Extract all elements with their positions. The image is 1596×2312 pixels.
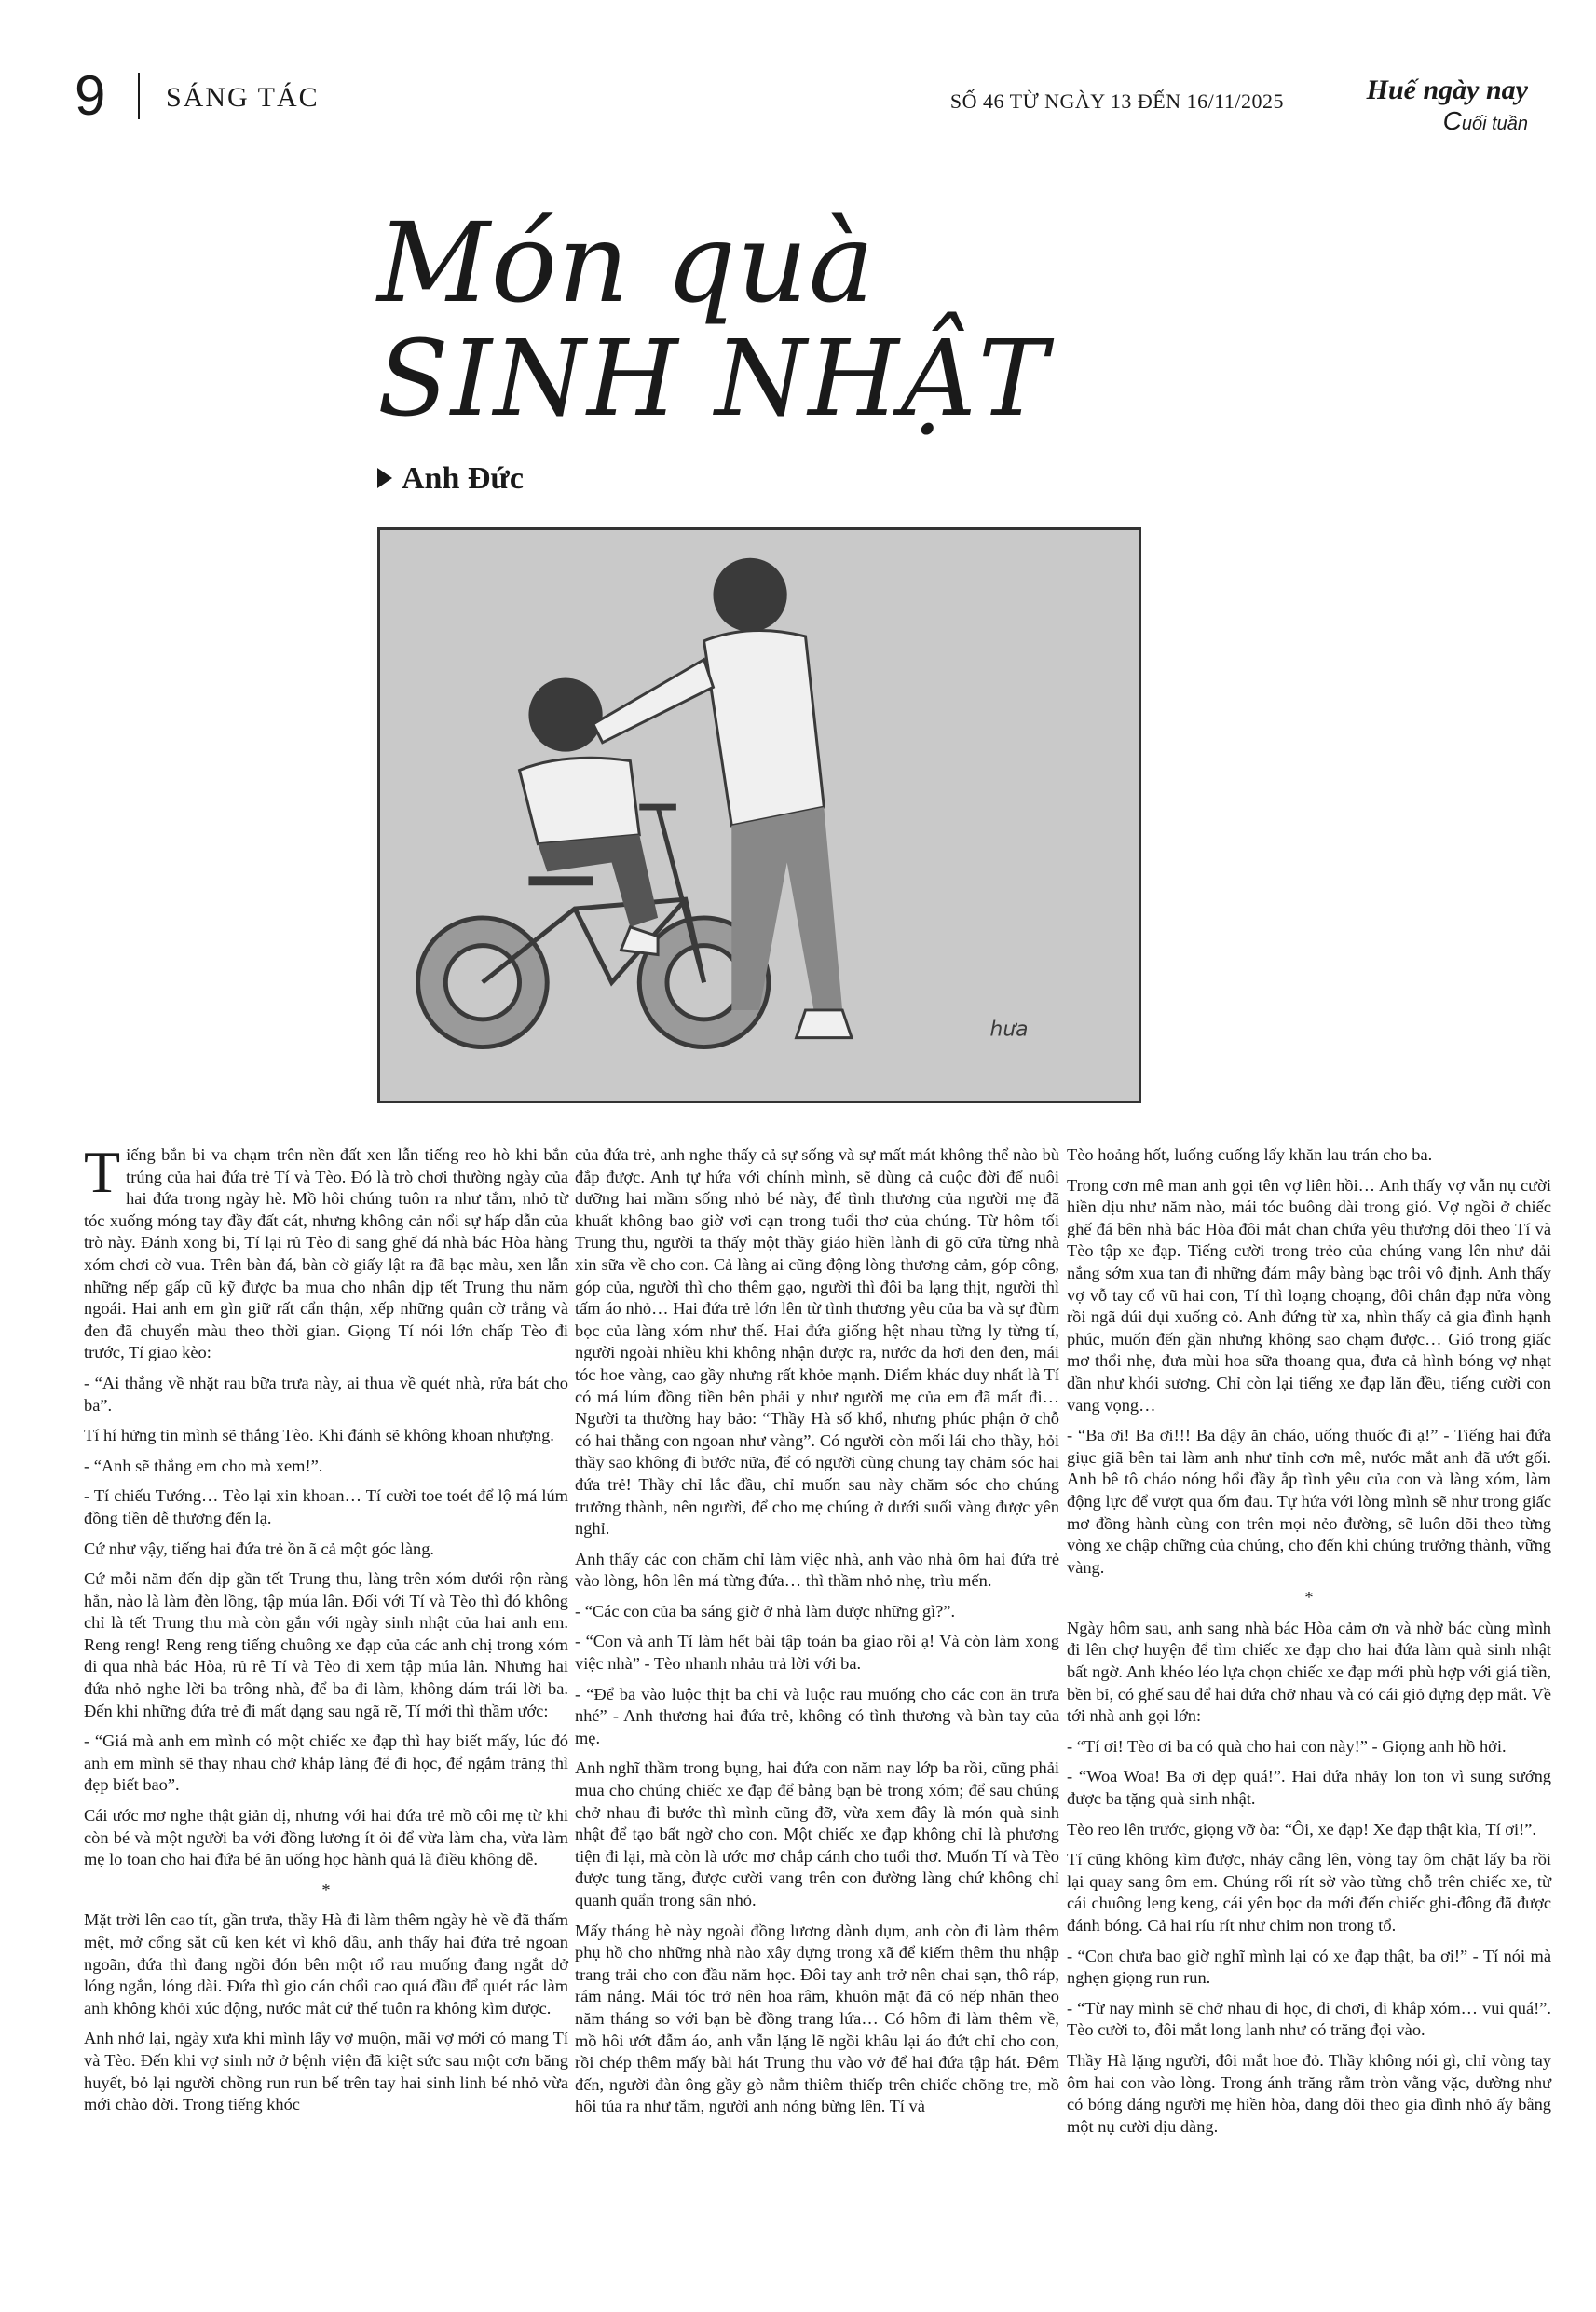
triangle-icon — [377, 468, 392, 488]
page-number: 9 — [75, 64, 106, 127]
paragraph: - “Để ba vào luộc thịt ba chỉ và luộc rau muống cho các con ăn trưa nhé” - Anh thương hai đứa trẻ, không có tình thương và bàn tay của mẹ. — [575, 1684, 1059, 1747]
paragraph: Ngày hôm sau, anh sang nhà bác Hòa cảm ơn và nhờ bác cùng mình đi lên chợ huyện để tìm chiếc xe đạp cho hai đứa làm quà sinh nhật bất ngờ. Anh khéo léo lựa chọn chiếc xe đạp mới phù hợp với giá tiền, bền bỉ, có ghế sau để hai đứa chở nhau và có cái giỏ đựng đẹp mắt. Về tới nhà anh gọi lớn: — [1067, 1618, 1551, 1726]
paragraph: - “Ba ơi! Ba ơi!!! Ba dậy ăn cháo, uống thuốc đi ạ!” - Tiếng hai đứa giục giã bên tai làm anh như tỉnh cơn mê, nước mắt anh đã ướt gối. Anh bê tô cháo nóng hổi đầy ắp tình yêu của con và làng xóm, làm động lực để vượt qua ốm đau. Tự hứa với lòng mình sẽ như trong giấc mơ đồng hành cùng con trên mọi nẻo đường, sẽ luôn dõi theo từng vòng xe chập chững của chúng, cho đến khi chúng trưởng thành, vững vàng. — [1067, 1426, 1551, 1577]
paragraph: - “Từ nay mình sẽ chở nhau đi học, đi chơi, đi khắp xóm… vui quá!”. Tèo cười to, đôi mắt long lanh như có trăng đọi vào. — [1067, 1998, 1551, 2040]
paragraph: Mặt trời lên cao tít, gần trưa, thầy Hà đi làm thêm ngày hè về đã thấm mệt, mở cổng sắt cũ ken két vì khô dầu, anh thấy hai đứa trẻ ngoan ngoãn, đứa thì đang ngồi đón bên một rổ rau muống đang ngắt dở lóng ngắn, lóng dài. Đứa thì gio cán chổi cao quá đầu để quét rác làm anh không khỏi xúc động, nước mắt cứ thế tuôn ra không kìm được. — [84, 1910, 568, 2018]
paragraph: - “Con chưa bao giờ nghĩ mình lại có xe đạp thật, ba ơi!” - Tí nói mà nghẹn giọng run run. — [1067, 1946, 1551, 1988]
author-name: Anh Đức — [402, 461, 524, 496]
paragraph: Tèo hoảng hốt, luống cuống lấy khăn lau trán cho ba. — [1067, 1145, 1433, 1164]
paragraph: - “Giá mà anh em mình có một chiếc xe đạp thì hay biết mấy, lúc đó anh em mình sẽ thay nhau chở khắp làng để đi học, để ngắm trăng thì đẹp biết bao”. — [84, 1731, 568, 1795]
paragraph — [84, 1139, 568, 1364]
paragraph: - “Con và anh Tí làm hết bài tập toán ba giao rồi ạ! Và còn làm xong việc nhà” - Tèo nhanh nhảu trả lời với ba. — [575, 1632, 1059, 1674]
article-column-3 — [1067, 1144, 1551, 2146]
page-header — [75, 63, 1528, 135]
paragraph: Tí cũng không kìm được, nhảy cẫng lên, vòng tay ôm chặt lấy ba rồi lại quay sang ôm em. Chúng rối rít sờ vào từng chỗ trên chiếc xe, từ cái chuông leng keng, cái yên bọc da mới đến chiếc ghi-đông đã được đánh bóng. Cả hai ríu rít như chim non trong tổ. — [1067, 1850, 1551, 1935]
paragraph: Cái ước mơ nghe thật giản dị, nhưng với hai đứa trẻ mồ côi mẹ từ khi còn bé và một người ba với đồng lương ít ỏi để vừa làm cha, vừa làm mẹ lo toan cho hai đứa bé ăn uống học hành quả là điều không dễ. — [84, 1806, 568, 1869]
brand-subtitle-rest: uối tuần — [1461, 114, 1528, 134]
title-line-2: SINH NHẬT — [377, 319, 1050, 440]
article-title — [377, 198, 1216, 440]
paragraph-text: iếng bắn bi va chạm trên nền đất xen lẫn tiếng reo hò khi bắn trúng của hai đứa trẻ Tí và Tèo. Đó là trò chơi thường ngày của hai đứa trong ngày hè. Mồ hôi chúng tuôn ra như tắm, nhỏ từ tóc xuống móng tay đầy đất cát, nhưng không cản nổi sự hấp dẫn của trò này. Đánh xong bi, Tí lại rủ Tèo đi sang ghế đá nhà bác Hòa hàng xóm chơi cờ vua. Trên bàn đá, bàn cờ giấy lật ra đã bạc màu, xen lẫn những nếp gấp cũ kỹ được ba mua cho nhân dịp tết Trung thu năm ngoái. Hai anh em gìn giữ rất cẩn thận, xếp những quân cờ trắng và đen đã chuyển màu theo thời gian. Giọng Tí nói lớn chấp Tèo đi trước, Tí giao kèo: — [84, 1145, 568, 1362]
paragraph: Thầy Hà lặng người, đôi mắt hoe đỏ. Thầy không nói gì, chỉ vòng tay ôm hai con vào lòng. Trong ánh trăng rằm tròn vằng vặc, dường như có bóng dáng người mẹ hiền hòa, đang dõi theo gia đình nhỏ ấy bằng một nụ cười dịu dàng. — [1067, 2050, 1551, 2136]
paragraph: Anh nhớ lại, ngày xưa khi mình lấy vợ muộn, mãi vợ mới có mang Tí và Tèo. Đến khi vợ sinh nở ở bệnh viện đã kiệt sức sau một cơn băng huyết, bỏ lại người chồng run run bế trên tay hai sinh linh bé nhỏ vừa mới chào đời. Trong tiếng khóc — [84, 2029, 568, 2114]
section-break: * — [1304, 1588, 1314, 1607]
paragraph: Tèo reo lên trước, giọng vỡ òa: “Ôi, xe đạp! Xe đạp thật kìa, Tí ơi!”. — [1067, 1819, 1537, 1839]
illustration-signature: hưa — [989, 1018, 1029, 1042]
paragraph: Mấy tháng hè này ngoài đồng lương dành dụm, anh còn đi làm thêm phụ hồ cho những nhà nào xây dựng trong xã để kiếm thêm thu nhập trang trải cho con đầu năm học. Đôi tay anh trở nên chai sạn, thô ráp, rám nắng. Mái tóc trở nên hoa râm, khuôn mặt đã có nếp nhăn theo năm tháng so với bạn bè đồng trang lứa… Có hôm đi làm thêm về, mồ hôi ướt đẫm áo, anh vẫn lặng lẽ ngồi khâu lại áo đứt chỉ cho con, rồi chép thêm mấy bài hát Trung thu vào vở để hai đứa tập hát. Đêm đến, người đàn ông gầy gò nằm thiêm thiếp trên chiếc chõng tre, mồ hôi túa ra như tắm, người anh nóng bừng lên. Tí và — [575, 1921, 1059, 2116]
father-child-bicycle-illustration — [380, 530, 1139, 1101]
article-column-1 — [84, 1139, 568, 2125]
paragraph: - “Các con của ba sáng giờ ở nhà làm được những gì?”. — [575, 1601, 956, 1621]
issue-info: SỐ 46 TỪ NGÀY 13 ĐẾN 16/11/2025 — [949, 89, 1284, 113]
brand-name: Huế ngày nay — [1366, 75, 1528, 105]
section-break: * — [321, 1880, 331, 1899]
drop-cap: T — [84, 1139, 121, 1205]
paragraph: của đứa trẻ, anh nghe thấy cả sự sống và sự mất mát không thể nào bù đắp được. Anh tự hứa với chính mình, sẽ dùng cả cuộc đời để nuôi dưỡng hai mầm sống nhỏ bé này, để tình thương của người mẹ đã khuất không bao giờ vơi cạn trong tuổi thơ của chúng. Từ hôm tối Trung thu, người ta thấy một thầy giáo hiền lành đi gõ cửa từng nhà xin sữa về cho con. Cả làng ai cũng động lòng thương cảm, góp công, góp của, người thì cho thêm gạo, người thì đôi ba lạng thịt, người thì tấm áo nhỏ… Hai đứa trẻ lớn lên từ tình thương yêu của ba và sự đùm bọc của làng xóm như thế. Hai đứa giống hệt nhau từng ly từng tí, người ngoài nhiều khi không nhận được ra, nước da hơi đen đen, mái tóc hoe vàng, cao gầy nhưng rất khỏe mạnh. Điểm khác duy nhất là Tí có má lúm đồng tiền bên phải y như người mẹ của em đã mất đi… Người ta thường hay bảo: “Thầy Hà số khổ, nhưng phúc phận ở chỗ có hai thằng con ngoan như vàng”. Có người còn mối lái cho thầy, hỏi thầy sao không đi bước nữa, để có người cùng chung tay chăm sóc hai đứa trẻ! Thầy chỉ lắc đầu, chỉ muốn sau này chăm sóc cho chúng trưởng thành, nên người, để cho mẹ chúng ở dưới suối vàng được yên nghỉ. — [575, 1145, 1059, 1539]
brand-subtitle-initial: C — [1442, 106, 1462, 135]
section-label: SÁNG TÁC — [166, 82, 320, 113]
paragraph: Cứ như vậy, tiếng hai đứa trẻ ồn ã cả một góc làng. — [84, 1539, 434, 1558]
brand-logo — [1295, 75, 1528, 135]
paragraph: Anh nghĩ thầm trong bụng, hai đứa con năm nay lớp ba rồi, cũng phải mua cho chúng chiếc xe đạp để bằng bạn bè trong xóm; để sau chúng chở nhau đi bước thì mình cũng đỡ, vừa xem đây là món quà sinh nhật để tạo bất ngờ cho con. Một chiếc xe đạp không chỉ là phương tiện đi lại, mà còn là ước mơ chắp cánh cho tuổi thơ. Muốn Tí và Tèo được tung tăng, được cười vang trên con đường làng chứ không chỉ quanh quẩn trong sân nhỏ. — [575, 1758, 1059, 1909]
header-divider — [138, 73, 140, 119]
paragraph: Tí hí hửng tin mình sẽ thắng Tèo. Khi đánh sẽ không khoan nhượng. — [84, 1426, 554, 1445]
paragraph: Trong cơn mê man anh gọi tên vợ liên hồi… Anh thấy vợ vẫn nụ cười hiền dịu như năm nào, mái tóc buông dài trong gió. Vợ ngồi ở chiếc ghế đá bên nhà bác Hòa đôi mắt chan chứa yêu thương dõi theo Tí và Tèo tập xe đạp. Tiếng cười trong trẻo của chúng vang lên như dải nắng sớm xua tan đi những đám mây bàng bạc trôi vô định. Anh thấy vợ vỗ tay cổ vũ hai con, Tí thì loạng choạng, đôi chân đạp nửa vòng rồi ngã dúi dụi xuống cỏ. Anh đứng từ xa, nhìn thấy cả gia đình hạnh phúc, muốn đến gần nhưng không sao chạm được… Gió trong giấc mơ thổi nhẹ, đưa mùi hoa sữa thoang qua, đưa cả hình bóng vợ nhạt dần như khói sương. Chỉ còn lại tiếng xe đạp lăn đều, tiếng cười con vang vọng… — [1067, 1175, 1551, 1415]
article-illustration — [377, 527, 1141, 1103]
paragraph: Cứ mỗi năm đến dịp gần tết Trung thu, làng trên xóm dưới rộn ràng hẳn, nào là làm đèn lồng, tập múa lân. Đối với Tí và Tèo thì đó không chỉ là tết Trung thu mà còn gắn với ngày sinh nhật của hai anh em. Reng reng! Reng reng tiếng chuông xe đạp của các anh chị trong xóm đi qua nhà bác Hòa, rủ rê Tí và Tèo đi xem tập múa lân. Nhưng hai đứa nhỏ nghe lời ba trông nhà, để ba đi làm, không dám trái lời ba. Đến khi những đứa trẻ đi mất dạng sau ngã rẽ, Tí mới thì thầm ước: — [84, 1569, 568, 1720]
paragraph: - “Ai thắng về nhặt rau bữa trưa này, ai thua về quét nhà, rửa bát cho ba”. — [84, 1373, 568, 1415]
paragraph: - “Anh sẽ thắng em cho mà xem!”. — [84, 1456, 323, 1475]
brand-subtitle — [1443, 106, 1528, 136]
article-column-2 — [575, 1144, 1059, 2127]
paragraph: - “Woa Woa! Ba ơi đẹp quá!”. Hai đứa nhảy lon ton vì sung sướng được ba tặng quà sinh nhật. — [1067, 1767, 1551, 1809]
paragraph: Anh thấy các con chăm chỉ làm việc nhà, anh vào nhà ôm hai đứa trẻ vào lòng, hôn lên má từng đứa… thì thầm nhỏ nhẹ, trìu mến. — [575, 1549, 1059, 1591]
paragraph: - “Tí ơi! Tèo ơi ba có quà cho hai con này!” - Giọng anh hồ hởi. — [1067, 1736, 1507, 1756]
title-line-1: Món quà — [377, 198, 876, 327]
paragraph: - Tí chiếu Tướng… Tèo lại xin khoan… Tí cười toe toét để lộ má lúm đồng tiền dễ thương đến lạ. — [84, 1486, 568, 1527]
author-byline — [377, 461, 524, 497]
